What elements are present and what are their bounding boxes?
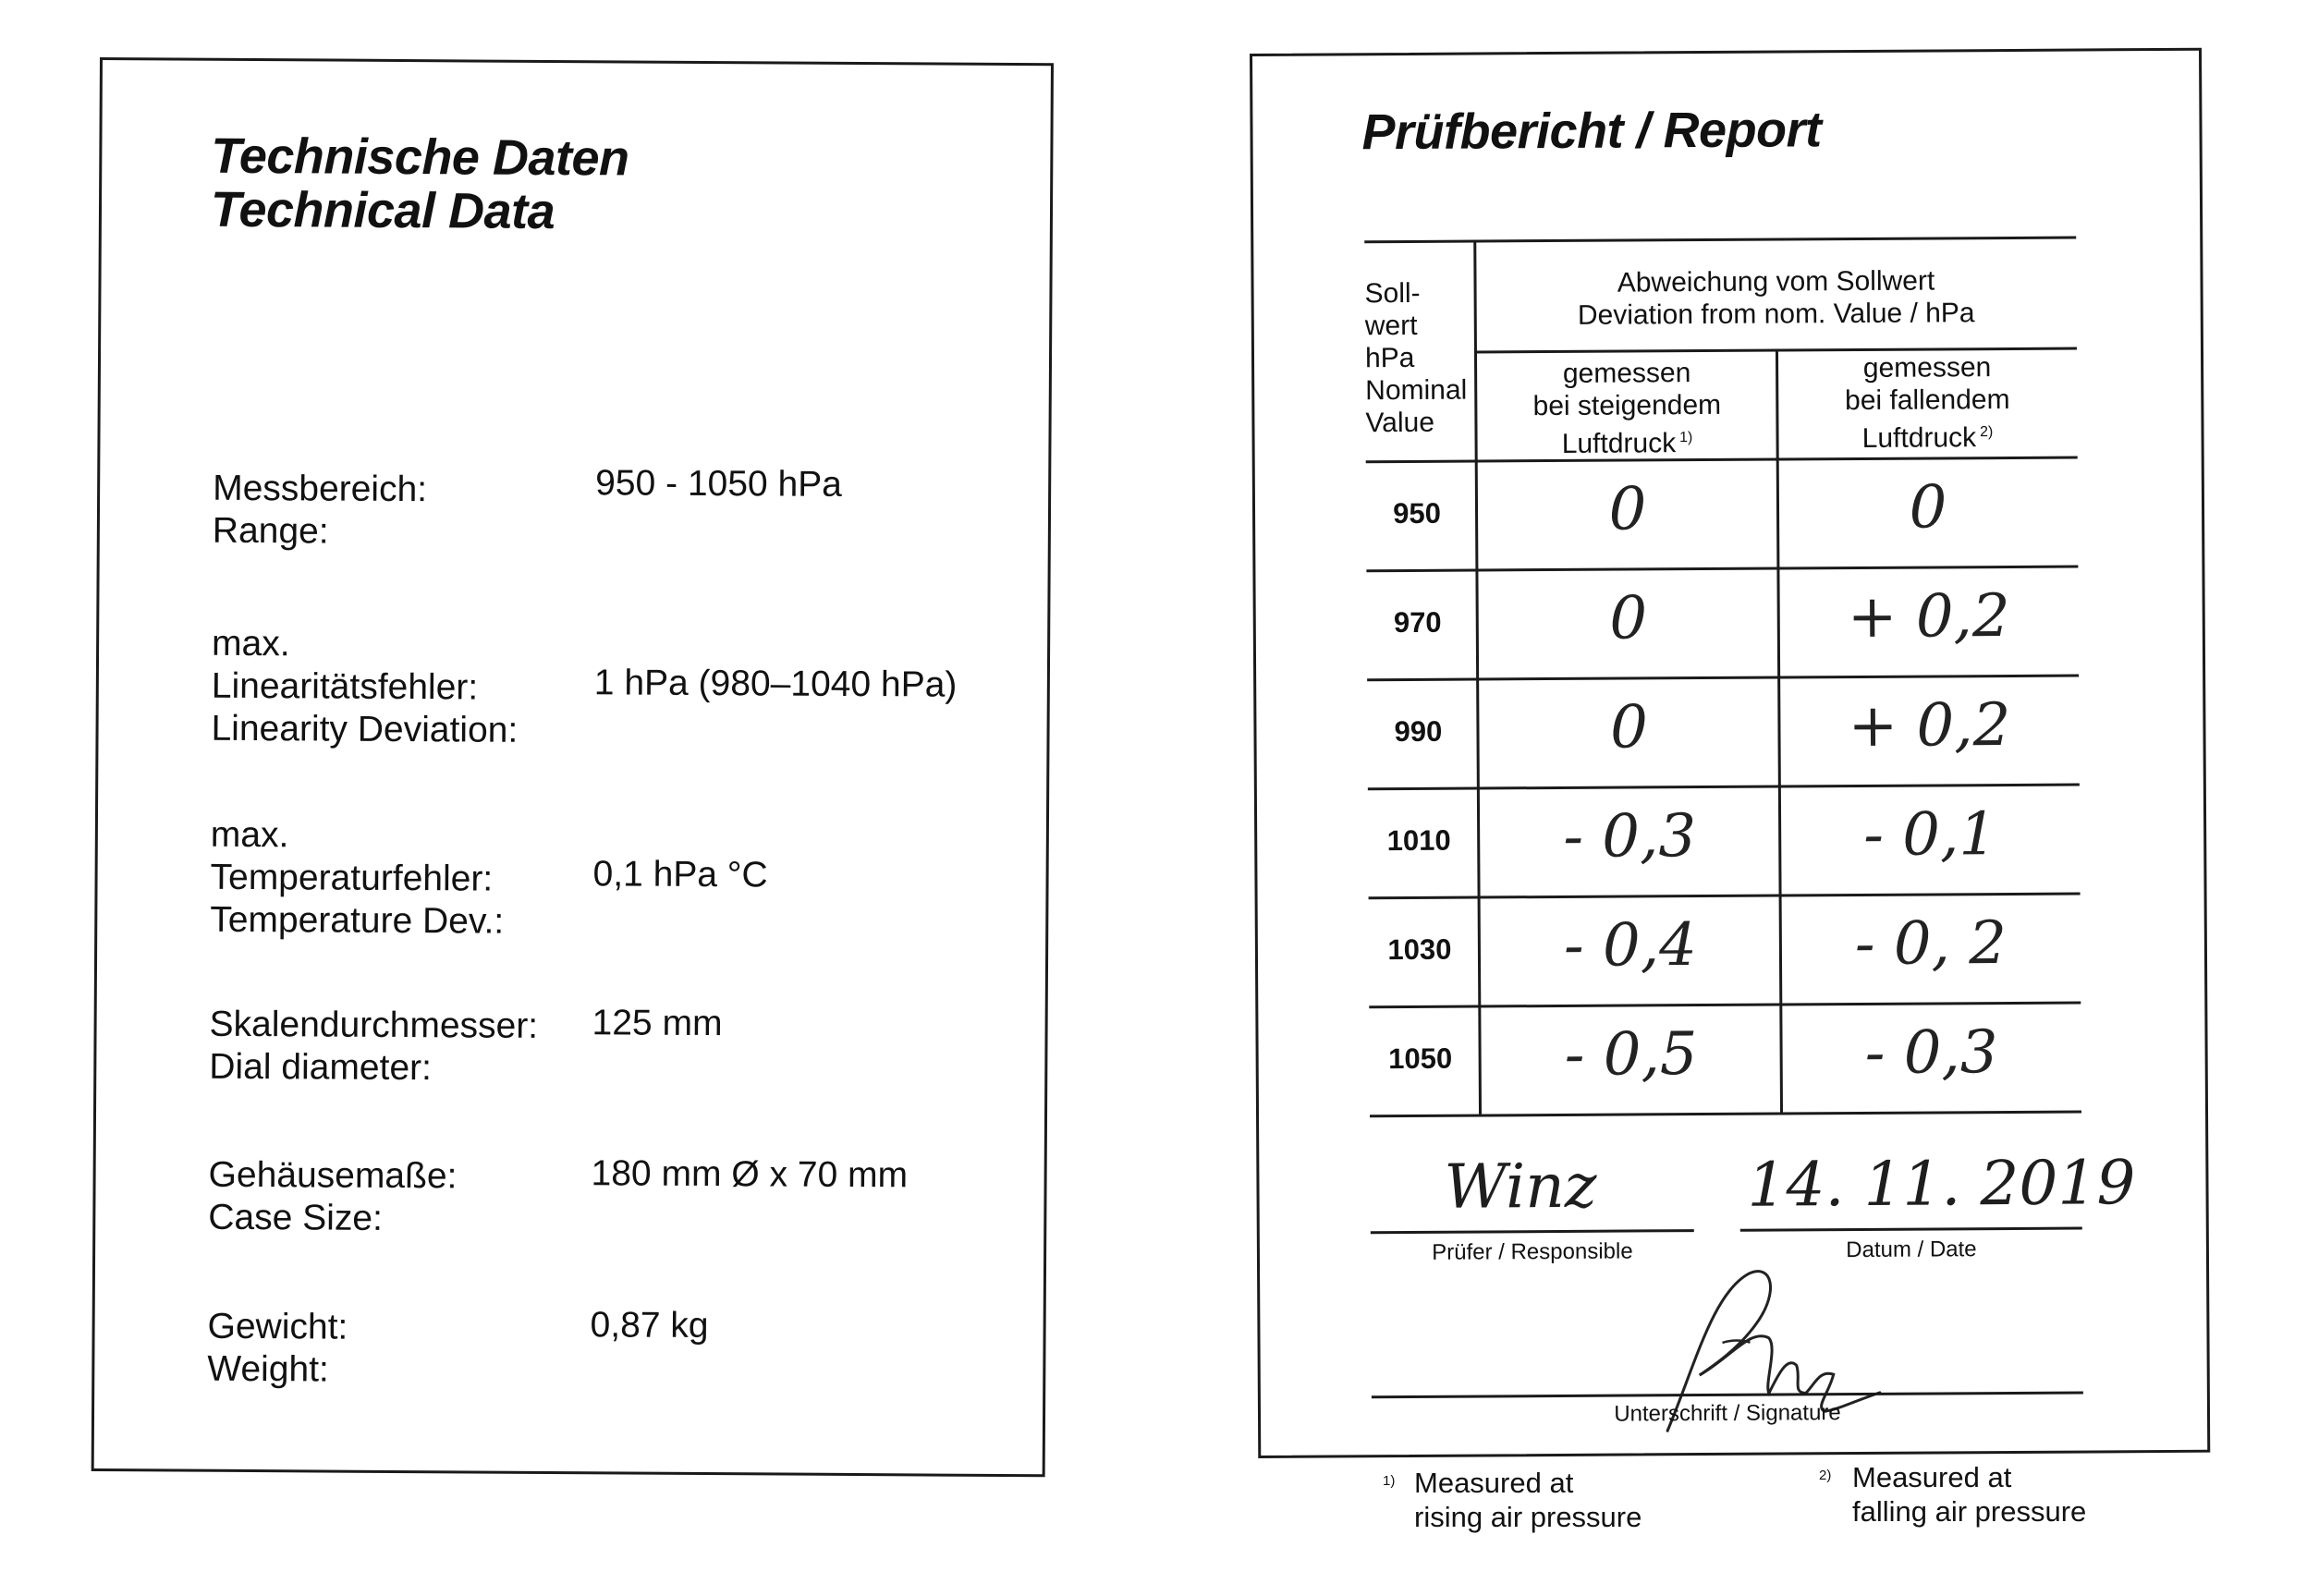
header-line: Value bbox=[1365, 407, 1435, 439]
rising-deviation: 0 bbox=[1609, 693, 1649, 762]
nominal-value: 1010 bbox=[1386, 823, 1451, 858]
report-table bbox=[1364, 237, 2076, 1090]
handwritten-signature bbox=[1611, 1254, 1889, 1459]
spec-value: 950 - 1050 hPa bbox=[595, 463, 843, 505]
spec-label bbox=[207, 1306, 348, 1392]
falling-deviation: + 0,2 bbox=[1848, 690, 2011, 761]
date-line bbox=[1740, 1227, 2082, 1232]
responsible-caption: Prüfer / Responsible bbox=[1432, 1238, 1633, 1265]
footnote-line: rising air pressure bbox=[1414, 1501, 1642, 1533]
header-line: Abweichung vom Sollwert bbox=[1617, 265, 1935, 298]
falling-deviation: - 0,1 bbox=[1863, 800, 1997, 870]
footnote-rising bbox=[1414, 1466, 1642, 1534]
spec-label bbox=[213, 468, 427, 554]
spec-label-line: Messbereich: bbox=[213, 468, 428, 510]
report-title: Prüfbericht / Report bbox=[1361, 102, 1822, 161]
nominal-value: 1050 bbox=[1388, 1042, 1453, 1076]
title-german: Technische Daten bbox=[211, 128, 629, 187]
footnote-ref: 2) bbox=[1980, 424, 1994, 441]
footnote-ref: 1) bbox=[1679, 430, 1693, 446]
spec-label-line: max. bbox=[210, 814, 289, 856]
spec-label-line: Range: bbox=[212, 510, 329, 552]
table-bottom-rule bbox=[1370, 1111, 2081, 1118]
spec-label-line: max. bbox=[211, 623, 290, 664]
row-rule bbox=[1367, 675, 2079, 682]
date-caption: Datum / Date bbox=[1846, 1237, 1977, 1263]
header-line-text: Luftdruck bbox=[1861, 422, 1977, 454]
header-line: Deviation from nom. Value / hPa bbox=[1577, 298, 1975, 331]
falling-deviation: 0 bbox=[1909, 473, 1947, 542]
header-line: wert bbox=[1364, 310, 1418, 342]
falling-deviation: - 0,3 bbox=[1864, 1018, 1998, 1088]
header-line: hPa bbox=[1364, 342, 1415, 374]
spec-label bbox=[208, 1154, 457, 1241]
footnote-line: Measured at bbox=[1852, 1461, 2012, 1493]
spec-value: 0,1 hPa °C bbox=[592, 854, 768, 895]
footnote-line: falling air pressure bbox=[1852, 1495, 2087, 1528]
rising-deviation: - 0,4 bbox=[1563, 911, 1698, 981]
spec-label bbox=[209, 1004, 538, 1090]
deviation-header bbox=[1475, 264, 2076, 333]
responsible-line bbox=[1371, 1229, 1694, 1234]
report-card bbox=[1250, 48, 2210, 1458]
header-line: Nominal bbox=[1365, 374, 1468, 407]
row-rule bbox=[1368, 784, 2080, 791]
spec-value: 125 mm bbox=[592, 1003, 723, 1044]
footnote-mark: 2) bbox=[1819, 1468, 1832, 1483]
spec-dial-diameter bbox=[209, 1003, 1005, 1089]
falling-deviation: - 0, 2 bbox=[1854, 909, 2008, 980]
rising-pressure-header bbox=[1476, 357, 1778, 461]
header-line: gemessen bbox=[1562, 358, 1691, 389]
spec-value: 180 mm Ø x 70 mm bbox=[591, 1153, 909, 1196]
rising-deviation: 0 bbox=[1608, 475, 1647, 544]
spec-linearity bbox=[211, 623, 1007, 750]
spec-value: 1 hPa (980–1040 hPa) bbox=[593, 663, 958, 705]
spec-label-line: Skalendurchmesser: bbox=[209, 1004, 539, 1046]
nominal-value: 990 bbox=[1394, 714, 1443, 749]
spec-label-line: Temperature Dev.: bbox=[210, 899, 505, 942]
rising-deviation: 0 bbox=[1609, 584, 1648, 653]
nominal-value: 950 bbox=[1393, 496, 1442, 530]
row-rule bbox=[1369, 893, 2081, 900]
falling-deviation: + 0,2 bbox=[1847, 581, 2010, 652]
spec-label-line: Temperaturfehler: bbox=[210, 857, 494, 899]
spec-value: 0,87 kg bbox=[590, 1305, 709, 1346]
spec-label-line: Case Size: bbox=[208, 1197, 384, 1238]
spec-label-line: Dial diameter: bbox=[209, 1046, 433, 1089]
spec-label bbox=[210, 814, 505, 944]
spec-range bbox=[212, 463, 1007, 552]
spec-label bbox=[211, 623, 519, 752]
header-line: bei steigendem bbox=[1532, 389, 1722, 422]
spec-label-line: Linearitätsfehler: bbox=[211, 665, 479, 708]
row-rule bbox=[1369, 1002, 2081, 1009]
header-line: Soll- bbox=[1364, 277, 1421, 310]
nominal-value: 1030 bbox=[1387, 932, 1452, 967]
nominal-value-header bbox=[1364, 277, 1467, 440]
spec-label-line: Linearity Deviation: bbox=[211, 708, 519, 750]
header-line: bei fallendem bbox=[1844, 384, 2010, 417]
spec-label-line: Weight: bbox=[207, 1348, 329, 1390]
spec-label-line: Gehäusemaße: bbox=[208, 1154, 458, 1197]
header-line-text: Luftdruck bbox=[1561, 428, 1677, 459]
header-line bbox=[1777, 416, 2077, 456]
technical-data-card bbox=[92, 57, 1054, 1477]
date-handwritten: 14. 11. 2019 bbox=[1747, 1147, 2136, 1221]
spec-label-line: Gewicht: bbox=[207, 1306, 348, 1347]
responsible-handwritten: Winz bbox=[1444, 1150, 1597, 1223]
header-line bbox=[1476, 421, 1777, 461]
nominal-value: 970 bbox=[1393, 605, 1442, 640]
spec-case-size bbox=[208, 1153, 1004, 1238]
footnote-line: Measured at bbox=[1414, 1467, 1574, 1499]
row-rule bbox=[1366, 566, 2078, 573]
rising-deviation: - 0,5 bbox=[1564, 1020, 1698, 1090]
rising-deviation: - 0,3 bbox=[1563, 802, 1697, 871]
signature-caption: Unterschrift / Signature bbox=[1614, 1400, 1841, 1427]
title-english: Technical Data bbox=[210, 181, 555, 240]
falling-pressure-header bbox=[1777, 351, 2078, 456]
footnote-falling bbox=[1852, 1460, 2086, 1529]
technical-data-title bbox=[211, 129, 629, 239]
spec-weight bbox=[207, 1305, 1003, 1390]
spec-temperature bbox=[210, 814, 1006, 942]
table-top-rule bbox=[1364, 237, 2076, 244]
footnote-mark: 1) bbox=[1383, 1473, 1396, 1489]
header-line: gemessen bbox=[1862, 352, 1992, 384]
